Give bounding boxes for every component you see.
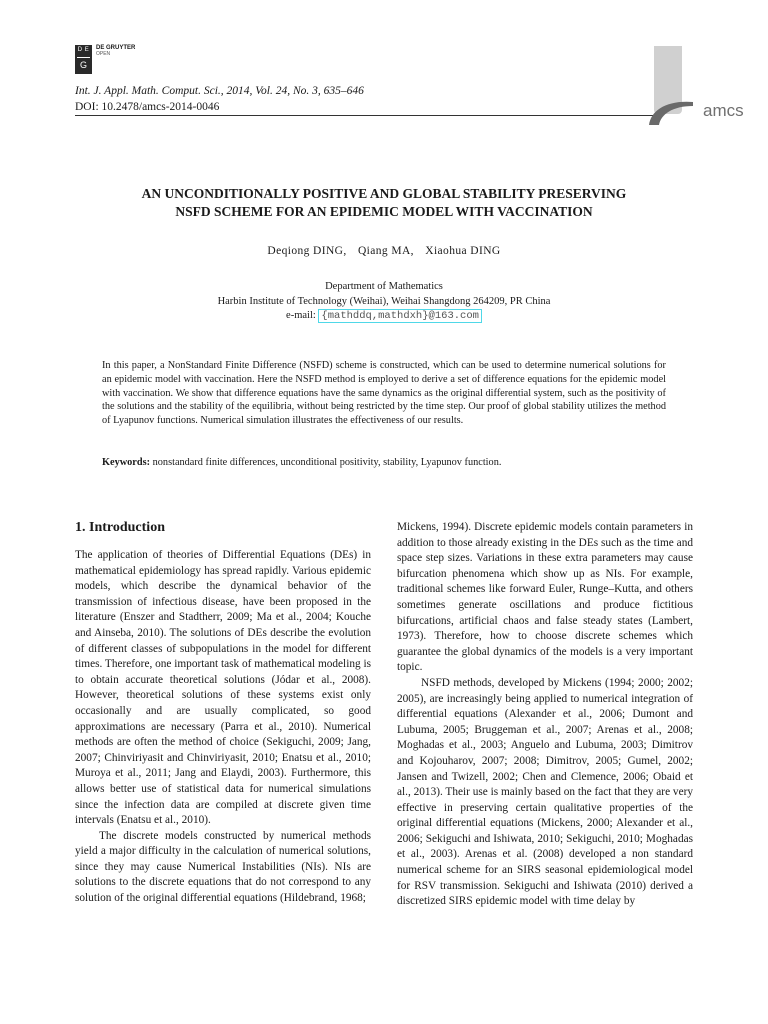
paragraph: The discrete models constructed by numerical methods yield a major difficulty in the calculation of numerical solutions, since they may cause Numerical Instabilities (NIs). NIs are solutions to the discrete equations that do not correspond to any solution of the original differential equations (Hildebrand, 1968; — [75, 829, 371, 905]
publisher-sub-text: OPEN — [96, 51, 111, 57]
journal-logo-swoosh — [647, 98, 695, 126]
email-label: e-mail: — [286, 310, 316, 321]
section-heading: 1. Introduction — [75, 520, 165, 535]
journal-citation: Int. J. Appl. Math. Comput. Sci., 2014, Vol. 24, No. 3, 635–646 — [75, 85, 364, 97]
email-link[interactable]: {mathddq,mathdxh}@163.com — [318, 309, 482, 323]
author-list — [75, 245, 693, 257]
publisher-logo — [75, 45, 92, 74]
keywords-label: Keywords: — [102, 457, 151, 468]
journal-logo-text: amcs — [703, 101, 744, 120]
doi: DOI: 10.2478/amcs-2014-0046 — [75, 101, 220, 113]
title-line-1: AN UNCONDITIONALLY POSITIVE AND GLOBAL STABILITY PRESERVING — [141, 186, 627, 201]
affiliation — [75, 280, 693, 324]
right-column — [397, 520, 693, 910]
paper-title — [75, 185, 693, 221]
email-line — [75, 309, 693, 324]
paragraph: Mickens, 1994). Discrete epidemic models contain parameters in addition to those already existing in the DEs such as the time and space step sizes. Variations in these extra parameters may cause bifurcation phenomena which show up as NIs. For example, traditional schemes like forward Euler, Runge–Kutta, and others sometimes generate oscillations and produce fictitious bifurcations, artificial chaos and false steady states (Lambert, 1973). Therefore, how to choose discrete schemes which guarantee the global dynamics of the models is a very important topic. — [397, 521, 693, 674]
author-name: Xiaohua DING — [425, 245, 501, 257]
publisher-name — [96, 45, 135, 57]
left-column — [75, 548, 371, 907]
publisher-name-text: DE GRUYTER — [96, 45, 136, 51]
institution: Harbin Institute of Technology (Weihai), Weihai Shangdong 264209, PR China — [217, 295, 551, 307]
abstract: In this paper, a NonStandard Finite Difference (NSFD) scheme is constructed, which can be used to determine numerical solutions for an epidemic model with vaccination. Here the NSFD method is employed to derive a set of difference equations for the epidemic model with vaccination. We show that difference equations have the same dynamics as the original differential system, such as the positivity of the solutions and the stability of the equilibria, without being restricted by the time step. Our proof of global stability utilizes the method of Lyapunov functions. Numerical simulation illustrates the effectiveness of our results. — [102, 360, 666, 427]
publisher-logo-top: D E — [77, 47, 90, 53]
department: Department of Mathematics — [325, 281, 443, 292]
author-name: Deqiong DING, — [267, 245, 347, 257]
title-line-2: NSFD SCHEME FOR AN EPIDEMIC MODEL WITH VACCINATION — [175, 204, 593, 219]
paragraph: The application of theories of Differential Equations (DEs) in mathematical epidemiology has spread rapidly. Various epidemic models, which describe the dynamical behavior of the transmission of infectious disease, have been proposed in the literature (Enszer and Stadtherr, 2009; Ma et al., 2004; Kouche and Ainseba, 2010). The solutions of DEs describe the evolution of different classes of subpopulations in the model for different times. Therefore, one important task of mathematical modeling is to obtain accurate theoretical solutions (Jódar et al., 2008). However, theoretical solutions of these systems exist only occasionally and are usually complicated, so good approximations are necessary (Parra et al., 2010). Numerical methods are often the method of choice (Sekiguchi, 2009; Jang, 2007; Chinviriyasit and Chinviriyasit, 2010; Enatsu et al., 2010; Muroya et al., 2011; Jang and Elaydi, 2003). Furthermore, this allows better use of statistical data for numerical simulations since the infection data are compiled at discrete given time intervals (Enatsu et al., 2010). — [75, 549, 371, 827]
keywords — [102, 457, 666, 468]
paragraph: NSFD methods, developed by Mickens (1994; 2000; 2002; 2005), are increasingly being applied to numerical integration of differential equations (Alexander et al., 2006; Dumont and Lubuma, 2005; Bruggeman et al., 2007; Arenas et al., 2008; Moghadas et al., 2003; Anguelo and Lubuma, 2003; Dimitrov and Kojouharov, 2007; 2008; Dimitrov, 2005; Gumel, 2002; Jansen and Twizell, 2002; Chen and Clemence, 2006; Obaid et al., 2013). Their use is mainly based on the fact that they are very effective in preserving certain qualitative properties of the original differential equations (Mickens, 2000; Alexander et al., 2006; Sekiguchi and Ishiwata, 2010; Sekiguchi, 2010; Moghadas et al., 2003). Arenas et al. (2008) developed a non standard numerical scheme for an SIRS seasonal epidemiological model for RSV transmission. Sekiguchi and Ishiwata (2010) derived a discretized SIRS epidemic model with time delay by — [397, 676, 693, 908]
keywords-text: nonstandard finite differences, unconditional positivity, stability, Lyapunov function. — [152, 457, 502, 468]
publisher-logo-bottom: G — [77, 57, 90, 70]
header-rule — [75, 115, 653, 116]
author-name: Qiang MA, — [357, 245, 414, 257]
